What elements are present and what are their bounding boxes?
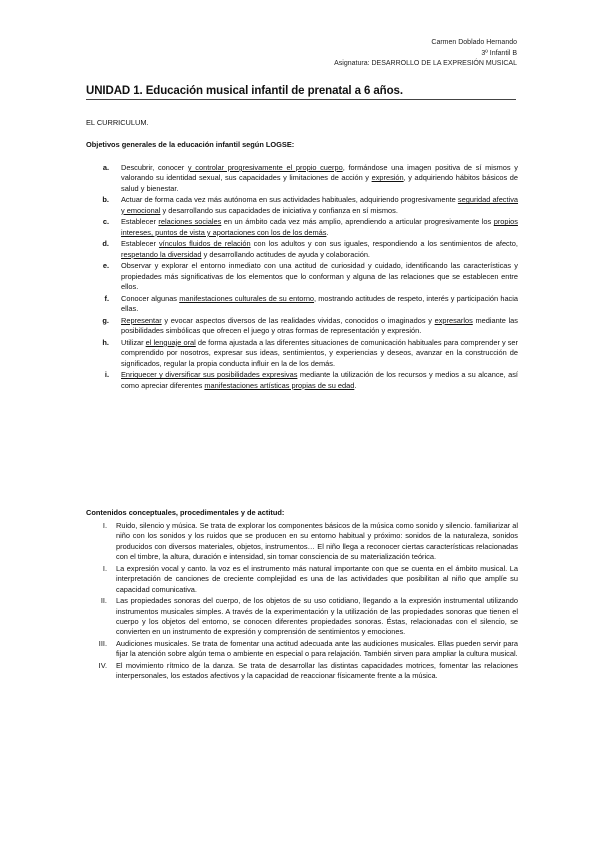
- text-segment: mediante las posibilidades simbólicas que ofrecen el juego y otras formas de representación y expresión.: [121, 315, 518, 336]
- objective-marker: c.: [102, 217, 109, 227]
- content-marker: III.: [98, 639, 107, 649]
- underlined-phrase: respetando la diversidad: [121, 249, 202, 259]
- objective-item: [86, 163, 518, 194]
- contents-list: [86, 521, 518, 683]
- underlined-phrase: manifestaciones culturales de su entorno: [179, 293, 315, 303]
- text-segment: , mostrando actitudes de respeto, interés y participación hacia ellas.: [121, 293, 518, 314]
- content-item: [86, 596, 518, 638]
- text-segment: con los adultos y con sus iguales, respondiendo a los sentimientos de afecto,: [250, 239, 518, 249]
- objective-text: [121, 217, 518, 238]
- content-marker: I.: [102, 563, 107, 573]
- content-item: [86, 564, 518, 595]
- objective-text: [121, 370, 518, 391]
- course-name: 3º Infantil B: [481, 49, 517, 57]
- underlined-phrase: el lenguaje oral: [145, 337, 196, 347]
- text-segment: , y adquiriendo hábitos básicos de salud y bienestar.: [121, 173, 518, 193]
- author-name: Carmen Doblado Hernando: [431, 39, 517, 46]
- objective-text: [121, 338, 518, 369]
- text-segment: .: [354, 380, 357, 390]
- objective-text: [121, 163, 518, 194]
- content-item: [86, 639, 518, 660]
- content-text: Las propiedades sonoras del cuerpo, de los objetos de su uso cotidiano, llegando a la expresión instrumental utilizando instrumentos musicales simples. A través de la experimentación y la utilización de las propiedades sonoras que tienen el cuerpo y los objetos del entorno, se conocen diferentes propiedades sonoras. Éstas, relacionadas con el silencio, se convierten en un instrumento de expresión y comprensión de sentimientos y emociones.: [116, 596, 518, 637]
- underlined-phrase: Enriquecer y diversificar sus posibilidades expresivas: [121, 370, 298, 380]
- underlined-phrase: manifestaciones artísticas propias de su edad: [204, 380, 355, 390]
- text-segment: en un ámbito cada vez más amplio, aprendiendo a articular progresivamente los: [221, 217, 494, 227]
- page-header: [334, 38, 517, 70]
- subject-label: Asignatura:: [334, 60, 370, 67]
- text-segment: Establecer: [121, 217, 159, 227]
- objective-item: [86, 195, 518, 216]
- content-marker: IV.: [98, 661, 107, 671]
- objective-item: [86, 217, 518, 238]
- text-segment: Actuar de forma cada vez más autónoma en sus actividades habituales, adquiriendo progresivamente: [121, 195, 458, 205]
- underlined-phrase: vínculos fluidos de relación: [158, 239, 251, 249]
- section-objectives-heading: Objetivos generales de la educación infantil según LOGSE:: [86, 140, 295, 149]
- objective-item: [86, 239, 518, 260]
- text-segment: Establecer: [121, 239, 159, 249]
- objective-marker: e.: [102, 261, 109, 271]
- content-item: [86, 661, 518, 682]
- text-segment: Observar y explorar el entorno inmediato con una actitud de curiosidad y cuidado, identificando las características y propiedades más significativas de los elementos que lo conforman y alguna de las relaciones que se establecen entre ellos.: [121, 261, 518, 292]
- objective-marker: d.: [102, 239, 109, 249]
- subject-line: [334, 59, 517, 70]
- content-text: Ruido, silencio y música. Se trata de explorar los componentes básicos de la música como sonido y silencio. familiarizar al niño con los sonidos y los ruidos que se producen en su entorno habitual y próximo: sonidos de la naturaleza, sonidos producidos con diversos materiales, objetos, instrumentos… El niño llega a reconocer ciertas características relacionadas con el timbre, la altura, duración e intensidad, sin tomar consciencia de su materialización teórica.: [116, 521, 518, 562]
- content-marker: I.: [102, 521, 107, 530]
- text-segment: Utilizar: [121, 337, 146, 347]
- underlined-phrase: y controlar progresivamente el propio cuerpo: [187, 163, 343, 172]
- objective-text: [121, 294, 518, 315]
- content-text: El movimiento rítmico de la danza. Se trata de desarrollar las distintas capacidades motrices, fomentar las relaciones interpersonales, los estados afectivos y la capacidad de reaccionar físicamente frente a la música.: [116, 661, 518, 681]
- objective-text: [121, 195, 518, 216]
- unit-title: UNIDAD 1. Educación musical infantil de prenatal a 6 años.: [86, 85, 516, 100]
- text-segment: y desarrollando actitudes de ayuda y colaboración.: [201, 249, 370, 259]
- objective-marker: g.: [102, 315, 109, 325]
- objective-item: [86, 294, 518, 315]
- text-segment: .: [326, 227, 329, 237]
- subject-name: DESARROLLO DE LA EXPRESIÓN MUSICAL: [371, 60, 517, 67]
- underlined-phrase: propios intereses, puntos de vista y aportaciones con los de los demás: [121, 217, 518, 237]
- objective-marker: b.: [102, 195, 109, 205]
- text-segment: y desarrollando sus capacidades de iniciativa y confianza en sí mismos.: [160, 205, 398, 215]
- text-segment: , formándose una imagen positiva de sí mismos y valorando su identidad sexual, sus capacidades y limitaciones de acción y: [121, 163, 518, 183]
- text-segment: de forma ajustada a las diferentes situaciones de comunicación habituales para comprender y ser comprendido por nosotros, expresar sus ideas, sentimientos, y experiencias y deseos, avanzar en la construcción de significados, regular la propia conducta influir en la de los demás.: [121, 337, 519, 368]
- objective-marker: i.: [104, 370, 109, 380]
- content-text: Audiciones musicales. Se trata de fomentar una actitud adecuada ante las audiciones musicales. Ellas pueden servir para fijar la atención sobre algún tema o ambiente en especial o para relajación. También sirven para ampliar la cultura musical.: [116, 639, 518, 659]
- underlined-phrase: seguridad afectiva y emocional: [121, 195, 519, 215]
- content-marker: II.: [100, 596, 107, 606]
- section-curriculum-heading: EL CURRICULUM.: [86, 118, 149, 127]
- objective-item: [86, 261, 518, 292]
- content-item: [86, 521, 518, 563]
- underlined-phrase: Representar: [121, 315, 162, 325]
- underlined-phrase: relaciones sociales: [158, 217, 222, 227]
- objective-item: [86, 316, 518, 337]
- objective-text: [121, 239, 518, 260]
- objective-marker: h.: [102, 337, 109, 347]
- objectives-list: [86, 163, 518, 392]
- objective-text: [121, 316, 518, 337]
- underlined-phrase: expresarlos: [434, 315, 473, 325]
- text-segment: mediante la utilización de los recursos y medios a su alcance, así como apreciar diferentes: [121, 370, 518, 390]
- objective-item: [86, 338, 518, 369]
- underlined-phrase: expresión: [371, 173, 404, 183]
- text-segment: Conocer algunas: [121, 293, 180, 303]
- text-segment: Descubrir, conocer: [121, 163, 188, 172]
- objective-item: [86, 370, 518, 391]
- objective-text: [121, 261, 518, 292]
- text-segment: y evocar aspectos diversos de las realidades vividas, conocidos o imaginados y: [161, 315, 435, 325]
- objective-marker: f.: [104, 293, 109, 303]
- objective-marker: a.: [102, 163, 109, 172]
- section-contents-heading: Contenidos conceptuales, procedimentales y de actitud:: [86, 508, 285, 517]
- content-text: La expresión vocal y canto. la voz es el instrumento más natural importante con que se cuenta en el ámbito musical. La interpretación de canciones de creciente complejidad es una de las actividades que posibilitan al niño que amplíe su capacidad comunicativa.: [116, 563, 518, 594]
